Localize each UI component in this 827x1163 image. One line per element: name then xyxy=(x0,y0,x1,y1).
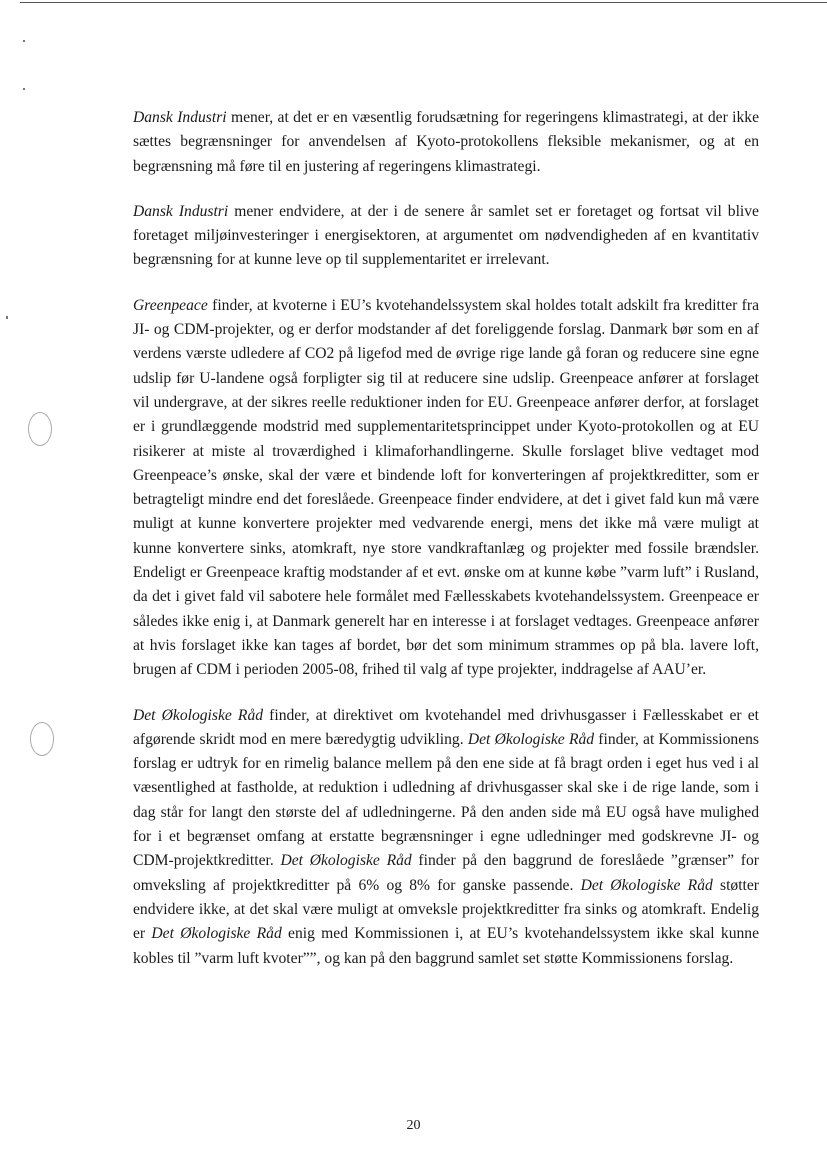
paragraph-text: finder, at direktivet om kvotehandel med drivhusgasser i Fællesskabet er et afgørende skridt mod en mere bæredygtig udvikling. xyxy=(133,706,759,748)
paragraph-text: finder på den baggrund de foreslåede ”grænser” for omveksling af projektkreditter på 6% og 8% for ganske passende. xyxy=(133,852,759,894)
punch-hole xyxy=(30,722,54,756)
paragraph-text: mener, at det er en væsentlig forudsætning for regeringens klimastrategi, at der ikke sættes begrænsninger for anvendelsen af Kyoto-protokollens fleksible mekanismer, og at en begrænsning må føre til en justering af regeringens klimastrategi. xyxy=(133,109,759,175)
paragraph xyxy=(133,704,759,971)
document-body xyxy=(133,106,759,992)
organization-name: Det Økologiske Råd xyxy=(133,706,264,724)
organization-name: Greenpeace xyxy=(133,296,208,314)
scan-mark xyxy=(23,40,25,42)
page-number: 20 xyxy=(406,1118,421,1133)
paragraph-text: finder, at Kommissionens forslag er udtryk for en rimelig balance mellem på den ene side at få bragt orden i eget hus ved i al væsentlighed at fastholde, at reduktion i udledning af drivhusgasser skal ske i de rige lande, som i dag står for langt den største del af udledningerne. På den anden side må EU også have mulighed for i et begrænset omfang at erstatte begrænsninger i egne udledninger med godskrevne JI- og CDM-projektkreditter. xyxy=(133,730,759,870)
scan-mark xyxy=(6,316,8,319)
organization-name: Det Økologiske Råd xyxy=(280,852,412,870)
paragraph-text: finder, at kvoterne i EU’s kvotehandelssystem skal holdes totalt adskilt fra kreditter fra JI- og CDM-projekter, og er derfor modstander af det foreliggende forslag. Danmark bør som en af verdens værste udledere af CO2 på ligefod med de øvrige rige lande gå foran og reducere sine egne udslip før U-landene også forpligter sig til at reducere sine udslip. Greenpeace anfører at forslaget vil undergrave, at der sikres reelle reduktioner inden for EU. Greenpeace anfører derfor, at forslaget er i grundlæggende modstrid med supplementaritetsprincippet under Kyoto-protokollen og at EU risikerer at miste al troværdighed i klimaforhandlingerne. Skulle forslaget blive vedtaget mod Greenpeace’s ønske, skal der være et bindende loft for konverteringen af projektkreditter, som er betragteligt mindre end det foreslåede. Greenpeace finder endvidere, at det i givet fald kun må være muligt at kunne konvertere projekter med vedvarende energi, mens det ikke må være muligt at kunne konvertere sinks, atomkraft, nye store vandkraftanlæg og projekter med fossile brændsler. Endeligt er Greenpeace kraftig modstander af et evt. ønske om at kunne købe ”varm luft” i Rusland, da det i givet fald vil sabotere hele formålet med Fællesskabets kvotehandelssystem. Greenpeace er således ikke enig i, at Danmark generelt har en interesse i at forslaget vedtages. Greenpeace anfører at hvis forslaget ikke kan tages af bordet, bør det som minimum strammes op på bla. lavere loft, brugen af CDM i perioden 2005-08, frihed til valg af type projekter, inddragelse af AAU’er. xyxy=(133,296,759,679)
paragraph xyxy=(133,106,759,179)
organization-name: Det Økologiske Råd xyxy=(151,925,282,943)
top-scan-rule xyxy=(20,2,827,3)
paragraph xyxy=(133,294,759,683)
organization-name: Dansk Industri xyxy=(133,109,227,126)
punch-hole xyxy=(28,412,52,446)
paragraph-text: enig med Kommissionen i, at EU’s kvotehandelssystem ikke skal kunne kobles til ”varm luft kvoter””, og kan på den baggrund samlet set støtte Kommissionens forslag. xyxy=(133,925,759,967)
scan-mark xyxy=(23,88,25,90)
paragraph xyxy=(133,200,759,273)
paragraph-text: mener endvidere, at der i de senere år samlet set er foretaget og fortsat vil blive foretaget miljøinvesteringer i energisektoren, at argumentet om nødvendigheden af en kvantitativ begrænsning for at kunne leve op til supplementaritet er irrelevant. xyxy=(133,202,759,269)
organization-name: Det Økologiske Råd xyxy=(580,876,713,894)
organization-name: Dansk Industri xyxy=(133,202,229,220)
organization-name: Det Økologiske Råd xyxy=(467,730,595,748)
paragraph-text: støtter endvidere ikke, at det skal være muligt at omveksle projektkreditter fra sinks og atomkraft. Endelig er xyxy=(133,876,759,943)
